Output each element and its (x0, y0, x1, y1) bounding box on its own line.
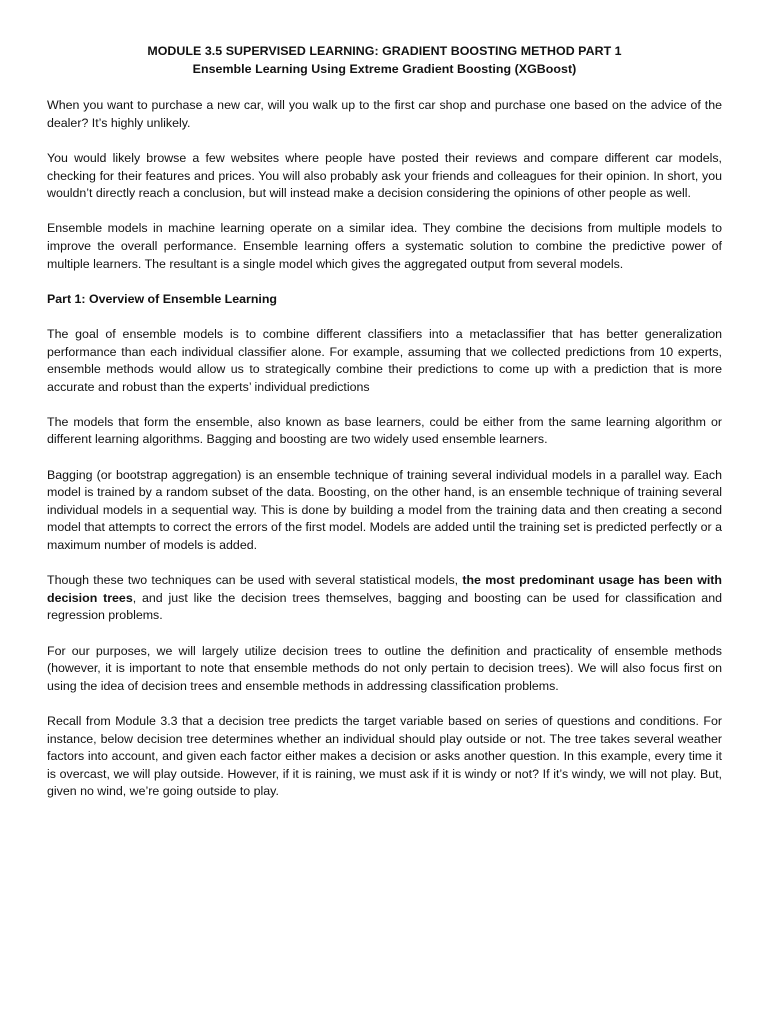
document-title (47, 43, 722, 78)
section-heading-part1: Part 1: Overview of Ensemble Learning (47, 291, 277, 306)
usage-text-start: Though these two techniques can be used with several statistical models, (47, 573, 463, 588)
paragraph-base-learners: The models that form the ensemble, also known as base learners, could be either from the same learning algorithm or different learning algorithms. Bagging and boosting are two widely used ensemble learners. (47, 414, 722, 447)
paragraph-decision-tree-usage (47, 572, 722, 625)
title-line-2: Ensemble Learning Using Extreme Gradient Boosting (XGBoost) (192, 61, 577, 76)
paragraph-ensemble-idea: Ensemble models in machine learning operate on a similar idea. They combine the decisions from multiple models to improve the overall performance. Ensemble learning offers a systematic solution to combine the predictive power of multiple learners. The resultant is a single model which gives the aggregated output from several models. (47, 221, 722, 271)
paragraph-our-purposes: For our purposes, we will largely utilize decision trees to outline the definition and practicality of ensemble methods (however, it is important to note that ensemble methods do not only pertain to decision trees). We will also focus first on using the idea of decision trees and ensemble methods in addressing classification problems. (47, 643, 722, 693)
paragraph-browse-reviews: You would likely browse a few websites where people have posted their reviews and compare different car models, checking for their features and prices. You will also probably ask your friends and colleagues for their opinion. In short, you wouldn’t directly reach a conclusion, but will instead make a decision considering the opinions of other people as well. (47, 150, 722, 201)
paragraph-goal-of-ensemble: The goal of ensemble models is to combine different classifiers into a metaclassifier that has better generalization performance than each individual classifier alone. For example, assuming that we collected predictions from 10 experts, ensemble methods would allow us to strategically combine their predictions to come up with a prediction that is more accurate and robust than the experts’ individual predictions (47, 326, 722, 394)
usage-text-bold: the most predominant usage has been with decision trees (47, 573, 722, 605)
title-line-1: MODULE 3.5 SUPERVISED LEARNING: GRADIENT BOOSTING METHOD PART 1 (147, 44, 622, 58)
paragraph-car-purchase: When you want to purchase a new car, will you walk up to the first car shop and purchase one based on the advice of the dealer? It’s highly unlikely. (47, 98, 722, 130)
usage-text-end: , and just like the decision trees themselves, bagging and boosting can be used for classification and regression problems. (47, 590, 722, 623)
paragraph-bagging-boosting: Bagging (or bootstrap aggregation) is an ensemble technique of training several individual models in a parallel way. Each model is trained by a random subset of the data. Boosting, on the other hand, is an ensemble technique of training several individual models in a sequential way. This is done by building a model from the training data and then creating a second model that attempts to correct the errors of the first model. Models are added until the training set is predicted perfectly or a maximum number of models is added. (47, 467, 722, 553)
paragraph-recall-decision-tree: Recall from Module 3.3 that a decision tree predicts the target variable based on series of questions and conditions. For instance, below decision tree determines whether an individual should play outside or not. The tree takes several weather factors into account, and given each factor either makes a decision or asks another question. In this example, every time it is overcast, we will play outside. However, if it is raining, we must ask if it is windy or not? If it’s windy, we will not play. But, given no wind, we’re going outside to play. (47, 713, 722, 799)
